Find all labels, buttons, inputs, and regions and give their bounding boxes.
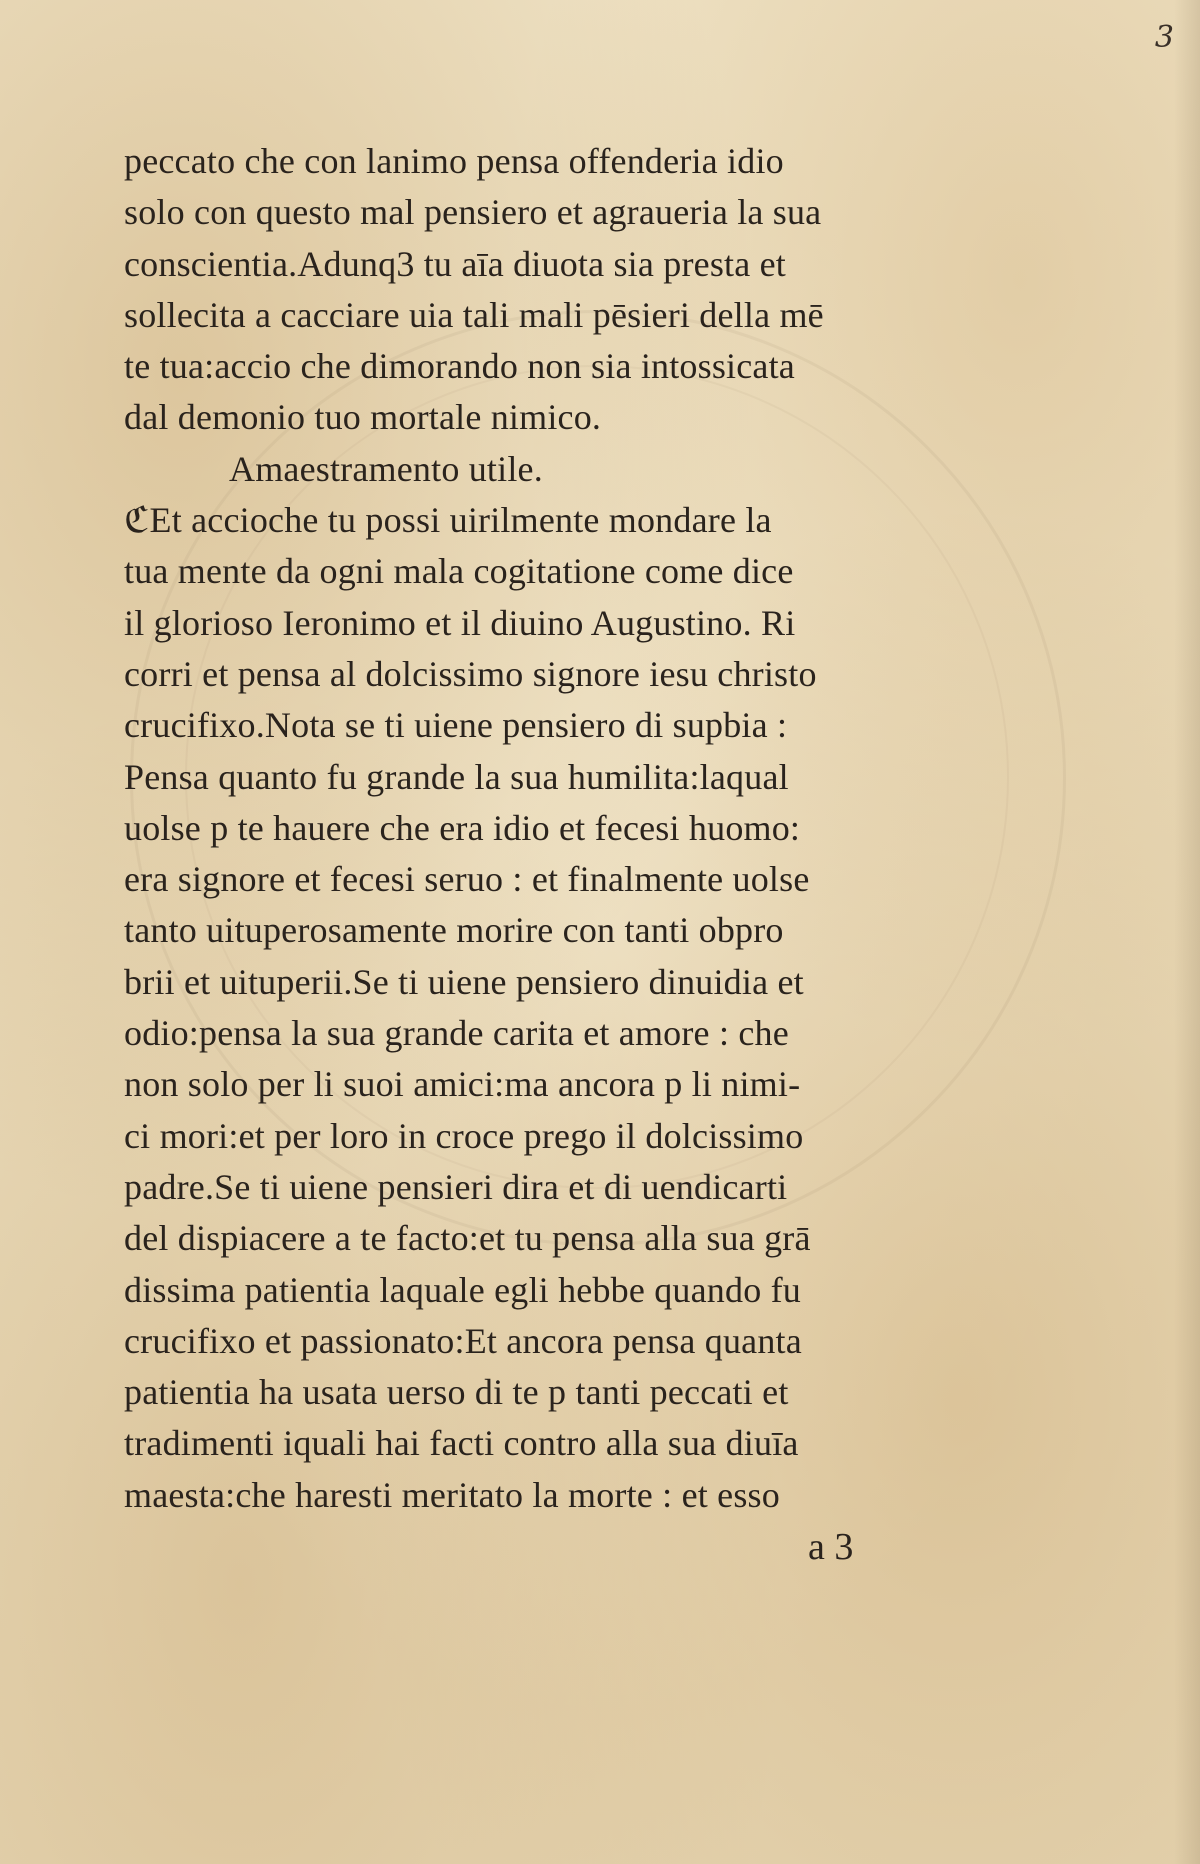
text-line: odio:pensa la sua grande carita et amore : che [124, 1013, 789, 1054]
text-line: era signore et fecesi seruo : et finalmente uolse [124, 859, 810, 900]
text-line: solo con questo mal pensiero et agraueria la sua [124, 192, 822, 233]
text-line: sollecita a cacciare uia tali mali pēsieri della mē [124, 294, 824, 335]
text-line: ℭEt accioche tu possi uirilmente mondare la [124, 500, 772, 541]
text-line: ci mori:et per loro in croce prego il dolcissimo [124, 1115, 804, 1156]
text-line: brii et uituperii.Se ti uiene pensiero dinuidia et [124, 961, 804, 1002]
text-line: conscientia.Adunq3 tu aīa diuota sia presta et [124, 243, 786, 284]
text-line: corri et pensa al dolcissimo signore iesu christo [124, 653, 817, 694]
text-line: tanto uituperosamente morire con tanti obpro [124, 910, 784, 951]
text-line: tradimenti iquali hai facti contro alla sua diuīa [124, 1423, 799, 1464]
text-line: te tua:accio che dimorando non sia intossicata [124, 346, 795, 387]
text-line: crucifixo et passionato:Et ancora pensa quanta [124, 1320, 802, 1361]
text-line: peccato che con lanimo pensa offenderia idio [124, 141, 784, 181]
text-line: dal demonio tuo mortale nimico. [124, 397, 602, 438]
text-line: del dispiacere a te facto:et tu pensa alla sua grā [124, 1218, 811, 1259]
text-line: crucifixo.Nota se ti uiene pensiero di supbia : [124, 705, 788, 746]
text-block [124, 136, 944, 1521]
page-edge-shadow [1174, 0, 1200, 1864]
text-line: maesta:che haresti meritato la morte : et esso [124, 1474, 780, 1515]
text-line: Pensa quanto fu grande la sua humilita:laqual [124, 756, 789, 797]
text-line: padre.Se ti uiene pensieri dira et di uendicarti [124, 1166, 788, 1207]
text-line: tua mente da ogni mala cogitatione come dice [124, 551, 794, 592]
folio-number: 3 [1154, 20, 1174, 55]
section-heading: Amaestramento utile. [229, 448, 543, 489]
text-line: uolse p te hauere che era idio et fecesi huomo: [124, 807, 801, 848]
signature-mark: a 3 [808, 1526, 854, 1568]
text-line: non solo per li suoi amici:ma ancora p li nimi- [124, 1064, 801, 1105]
text-line: il glorioso Ieronimo et il diuino Augustino. Ri [124, 602, 796, 643]
text-line: dissima patientia laquale egli hebbe quando fu [124, 1269, 801, 1310]
text-line: patientia ha usata uerso di te p tanti peccati et [124, 1372, 789, 1413]
